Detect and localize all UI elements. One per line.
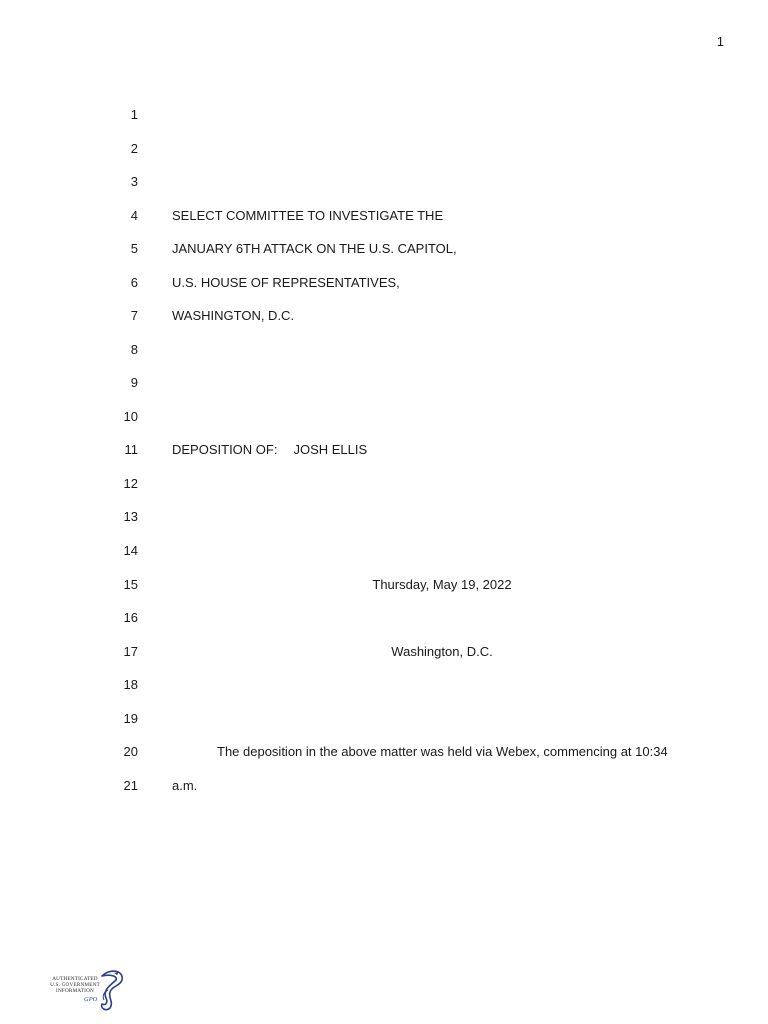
line-17 <box>0 642 768 662</box>
line-number: 15 <box>123 577 138 592</box>
seal-gpo-text: GPO <box>84 996 98 1003</box>
committee-name-line-2: JANUARY 6TH ATTACK ON THE U.S. CAPITOL, <box>172 241 457 256</box>
line-number: 6 <box>130 275 138 290</box>
line-number: 11 <box>124 442 138 457</box>
line-number: 12 <box>123 476 138 491</box>
committee-name-line-1: SELECT COMMITTEE TO INVESTIGATE THE <box>172 208 444 223</box>
line-number: 16 <box>123 610 138 625</box>
deponent-name: JOSH ELLIS <box>293 442 368 457</box>
line-18 <box>0 675 768 695</box>
line-number: 21 <box>123 778 138 793</box>
deposition-location: Washington, D.C. <box>391 644 493 659</box>
gpo-authentication-seal <box>44 968 134 1016</box>
line-13 <box>0 507 768 527</box>
line-number: 3 <box>130 174 138 189</box>
line-2 <box>0 139 768 159</box>
seal-line-1: AUTHENTICATED <box>52 976 98 982</box>
line-15 <box>0 575 768 595</box>
line-12 <box>0 474 768 494</box>
line-number: 7 <box>130 308 138 323</box>
deposition-label: DEPOSITION OF: <box>172 442 278 457</box>
line-number: 1 <box>130 107 138 122</box>
line-3 <box>0 172 768 192</box>
line-5 <box>0 239 768 259</box>
line-4 <box>0 206 768 226</box>
line-number: 17 <box>123 644 138 659</box>
line-1 <box>0 105 768 125</box>
line-19 <box>0 709 768 729</box>
line-8 <box>0 340 768 360</box>
location-heading: WASHINGTON, D.C. <box>172 308 295 323</box>
gpo-eagle-icon <box>96 968 126 1012</box>
line-number: 19 <box>123 711 138 726</box>
line-11 <box>0 440 768 460</box>
line-10 <box>0 407 768 427</box>
deposition-statement: The deposition in the above matter was held via Webex, commencing at 10:34 <box>217 744 668 759</box>
line-number: 2 <box>130 141 138 156</box>
line-number: 10 <box>123 409 138 424</box>
line-7 <box>0 306 768 326</box>
deposition-statement-continued: a.m. <box>172 778 198 793</box>
line-number: 18 <box>123 677 138 692</box>
line-number: 14 <box>123 543 138 558</box>
line-number: 5 <box>130 241 138 256</box>
deposition-date: Thursday, May 19, 2022 <box>372 577 512 592</box>
line-21 <box>0 776 768 796</box>
deposition-of-line <box>172 440 367 460</box>
line-20 <box>0 742 768 762</box>
line-number: 13 <box>123 509 138 524</box>
seal-line-3: INFORMATION <box>56 988 94 994</box>
page-number: 1 <box>716 34 724 49</box>
line-6 <box>0 273 768 293</box>
line-14 <box>0 541 768 561</box>
seal-line-2: U.S. GOVERNMENT <box>50 982 100 988</box>
line-9 <box>0 373 768 393</box>
house-name: U.S. HOUSE OF REPRESENTATIVES, <box>172 275 400 290</box>
line-16 <box>0 608 768 628</box>
line-number: 20 <box>123 744 138 759</box>
line-number: 8 <box>130 342 138 357</box>
line-number: 9 <box>130 375 138 390</box>
line-number: 4 <box>130 208 138 223</box>
